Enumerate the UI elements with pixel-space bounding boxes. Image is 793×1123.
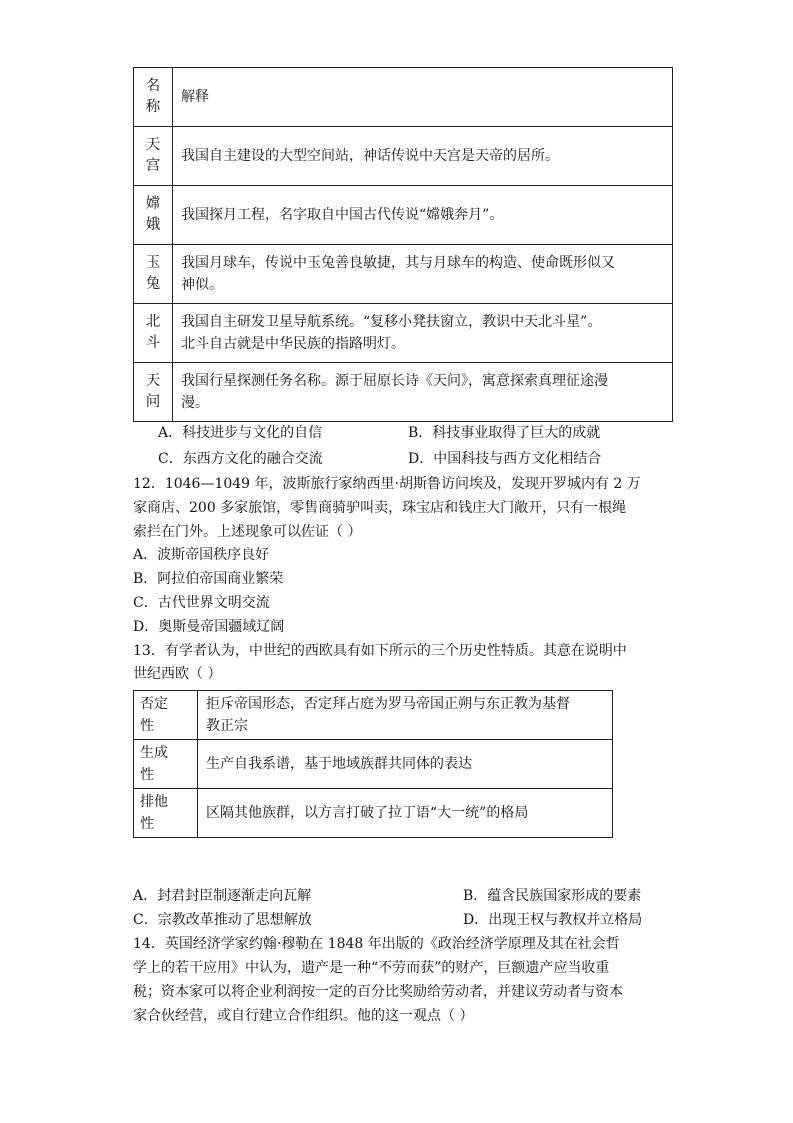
q14-stem-line-4: 家合伙经营，或自行建立合作组织。他的这一观点（ ） — [133, 1008, 474, 1024]
row-desc-cell — [173, 304, 673, 363]
table-row — [134, 186, 673, 245]
row-name-text: 排他 性 — [140, 794, 168, 832]
row-desc-text: 区隔其他族群，以方言打破了拉丁语“大一统”的格局 — [206, 805, 529, 821]
header-name-text: 名 称 — [145, 78, 161, 115]
row-name-cell — [134, 789, 198, 838]
row-name-cell — [134, 304, 173, 363]
table-row — [134, 691, 613, 740]
row-name-text: 玉 兔 — [145, 255, 161, 292]
row-desc-cell — [198, 740, 613, 789]
table-row — [134, 127, 673, 186]
q12-option-b: B．阿拉伯帝国商业繁荣 — [133, 571, 284, 587]
q13-option-d: D．出现王权与教权并立格局 — [463, 912, 643, 928]
row-desc-text: 拒斥帝国形态，否定拜占庭为罗马帝国正朔与东正教为基督 教正宗 — [206, 696, 570, 734]
row-desc-cell — [173, 363, 673, 422]
table-header-row — [134, 68, 673, 127]
q11-option-a: A．科技进步与文化的自信 — [158, 425, 323, 441]
row-name-text: 生成 性 — [140, 745, 168, 783]
header-name-cell — [134, 68, 173, 127]
row-name-cell — [134, 691, 198, 740]
row-desc-text: 我国行星探测任务名称。源于屈原长诗《天问》，寓意探索真理征途漫 漫。 — [181, 373, 608, 411]
q12-stem-line-2: 家商店、200 多家旅馆，零售商骑驴叫卖，珠宝店和钱庄大门敞开，只有一根绳 — [133, 500, 627, 516]
q11-option-b: B．科技事业取得了巨大的成就 — [408, 425, 601, 441]
q11-option-d: D．中国科技与西方文化相结合 — [408, 451, 602, 467]
row-desc-text: 我国自主建设的大型空间站，神话传说中天宫是天帝的居所。 — [181, 148, 559, 164]
row-name-cell — [134, 186, 173, 245]
row-name-cell — [134, 127, 173, 186]
row-desc-text: 我国月球车，传说中玉兔善良敏捷，其与月球车的构造、使命既形似又 神似。 — [181, 255, 615, 293]
q14-stem-line-2: 学上的若干应用》中认为，遗产是一种“不劳而获”的财产，巨额遗产应当收重 — [133, 960, 610, 976]
table-row — [134, 363, 673, 422]
row-desc-text: 我国自主研发卫星导航系统。“复移小凳扶窗立，教识中天北斗星”。 北斗自古就是中华民族的指路明灯。 — [181, 314, 602, 352]
row-desc-cell — [173, 127, 673, 186]
row-desc-cell — [173, 186, 673, 245]
header-desc-text: 解释 — [181, 89, 209, 105]
row-name-text: 嫦 娥 — [145, 196, 161, 233]
q12-option-d: D．奥斯曼帝国疆域辽阔 — [133, 619, 285, 635]
header-desc-cell — [173, 68, 673, 127]
row-name-cell — [134, 740, 198, 789]
traits-table — [133, 690, 613, 838]
q14-stem-line-1: 14．英国经济学家约翰·穆勒在 1848 年出版的《政治经济学原理及其在社会哲 — [133, 936, 620, 952]
q13-option-c: C．宗教改革推动了思想解放 — [133, 912, 312, 928]
table-row — [134, 740, 613, 789]
q13-option-a: A．封君封臣制逐渐走向瓦解 — [133, 888, 312, 904]
row-name-cell — [134, 245, 173, 304]
q13-stem-line-2: 世纪西欧（ ） — [133, 666, 222, 682]
table-row — [134, 245, 673, 304]
q12-option-c: C．古代世界文明交流 — [133, 595, 270, 611]
row-name-text: 天 问 — [145, 373, 161, 410]
row-desc-cell — [173, 245, 673, 304]
row-desc-text: 我国探月工程，名字取自中国古代传说“嫦娥奔月”。 — [181, 207, 504, 223]
row-name-text: 天 宫 — [145, 137, 161, 174]
row-name-text: 北 斗 — [145, 314, 161, 351]
table-row — [134, 304, 673, 363]
row-name-text: 否定 性 — [140, 696, 168, 734]
row-desc-cell — [198, 691, 613, 740]
q13-stem-line-1: 13．有学者认为，中世纪的西欧具有如下所示的三个历史性特质。其意在说明中 — [133, 643, 627, 659]
table-row — [134, 789, 613, 838]
q13-option-b: B．蕴含民族国家形成的要素 — [463, 888, 642, 904]
row-name-cell — [134, 363, 173, 422]
row-desc-cell — [198, 789, 613, 838]
q12-option-a: A．波斯帝国秩序良好 — [133, 547, 270, 563]
row-desc-text: 生产自我系谱，基于地域族群共同体的表达 — [206, 756, 472, 772]
q12-stem-line-3: 索拦在门外。上述现象可以佐证（ ） — [133, 524, 362, 540]
q12-stem-line-1: 12．1046—1049 年，波斯旅行家纳西里·胡斯鲁访问埃及，发现开罗城内有 2 万 — [133, 476, 641, 492]
q11-option-c: C．东西方文化的融合交流 — [158, 451, 323, 467]
q14-stem-line-3: 税；资本家可以将企业利润按一定的百分比奖励给劳动者，并建议劳动者与资本 — [133, 984, 623, 1000]
names-table — [133, 67, 673, 422]
